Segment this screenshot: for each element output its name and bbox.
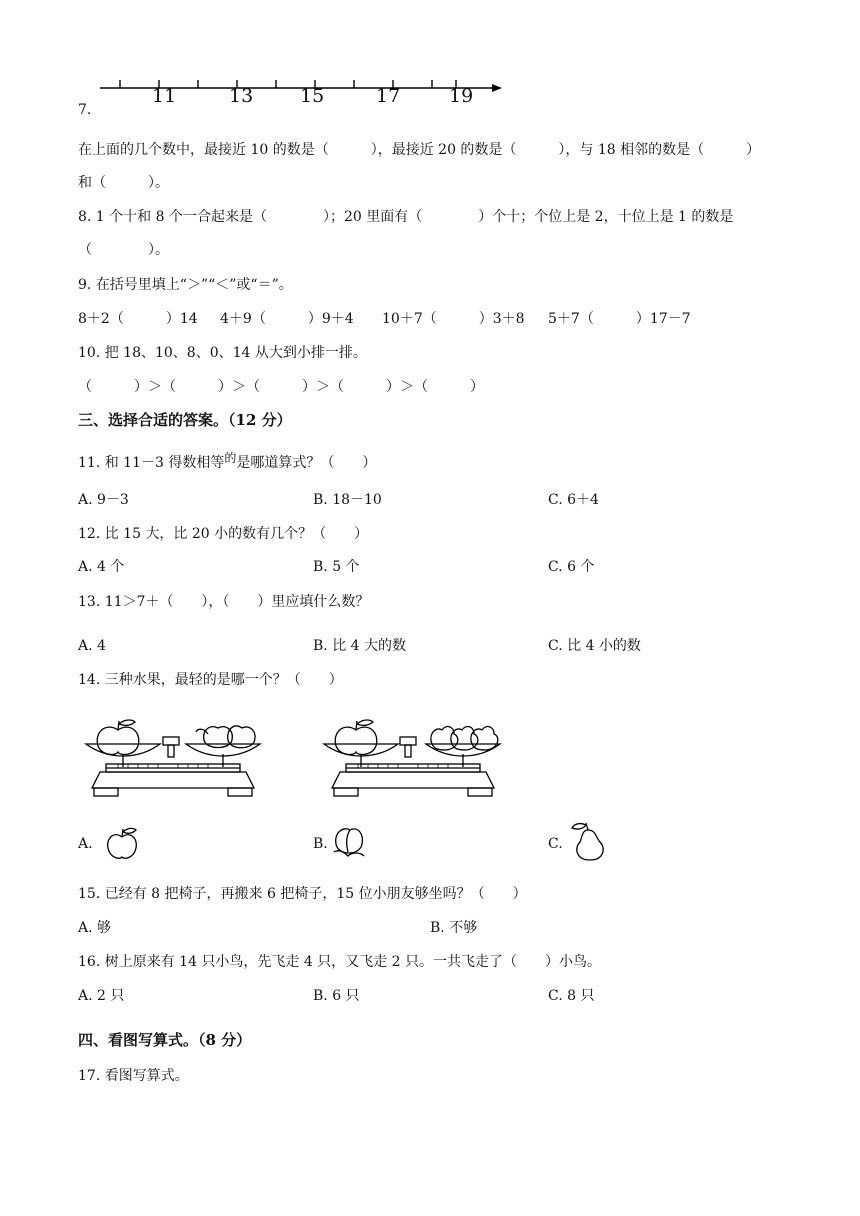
option-c: C. (548, 836, 563, 852)
option-c: C. 6 个 (548, 559, 595, 575)
q9-item: 5＋7（ ）17－7 (548, 311, 691, 327)
peach-icon (330, 822, 366, 862)
option-a: A. 4 (78, 638, 106, 654)
option-c: C. 6＋4 (548, 492, 599, 508)
q11-stem: 11. 和 11－3 得数相等的是哪道算式？（ ） (78, 451, 377, 471)
option-a: A. (78, 836, 93, 852)
q16-stem: 16. 树上原来有 14 只小鸟，先飞走 4 只，又飞走 2 只。一共飞走了（ ）小鸟。 (78, 954, 602, 970)
q10-blanks: （ ）＞（ ）＞（ ）＞（ ）＞（ ） (78, 379, 484, 395)
option-b: B. 18－10 (313, 492, 382, 508)
q15-stem: 15. 已经有 8 把椅子，再搬来 6 把椅子，15 位小朋友够坐吗？（ ） (78, 886, 527, 902)
pear-icon (568, 820, 610, 864)
q17-stem: 17. 看图写算式。 (78, 1068, 189, 1084)
q14-stem: 14. 三种水果，最轻的是哪一个？（ ） (78, 672, 343, 688)
balance-scale-image (78, 712, 268, 802)
tick-label: 13 (229, 85, 254, 107)
q8-line1: 8. 1 个十和 8 个一合起来是（ ）；20 里面有（ ）个十；个位上是 2，十位上是 1 的数是 (78, 209, 734, 225)
option-b: B. 比 4 大的数 (313, 638, 406, 654)
section-heading: 四、看图写算式。（8 分） (78, 1031, 252, 1049)
option-b: B. 6 只 (313, 988, 360, 1004)
option-a: A. 4 个 (78, 559, 125, 575)
q7-line1: 在上面的几个数中，最接近 10 的数是（ ），最接近 20 的数是（ ），与 18 相邻的数是（ ） (78, 142, 761, 158)
tick-label: 15 (300, 85, 325, 107)
q8-line2: （ ）。 (78, 242, 169, 258)
option-b: B. 5 个 (313, 559, 360, 575)
option-c: C. 8 只 (548, 988, 595, 1004)
tick-label: 19 (449, 85, 474, 107)
q9-item: 4＋9（ ）9＋4 (220, 311, 354, 327)
option-b: B. (313, 836, 328, 852)
balance-scale-image (320, 712, 510, 802)
q13-stem: 13. 11＞7＋（ ），（ ）里应填什么数？ (78, 594, 370, 610)
option-a: A. 9－3 (78, 492, 129, 508)
q9-title: 9. 在括号里填上“＞”“＜”或“＝”。 (78, 277, 293, 293)
q10-title: 10. 把 18、10、8、0、14 从大到小排一排。 (78, 345, 367, 361)
q7-line2: 和（ ）。 (78, 175, 169, 191)
option-a: A. 2 只 (78, 988, 125, 1004)
tick-label: 17 (376, 85, 401, 107)
section-heading: 三、选择合适的答案。（12 分） (78, 411, 292, 429)
q9-item: 10＋7（ ）3＋8 (382, 311, 525, 327)
question-number: 7. (78, 102, 92, 118)
option-c: C. 比 4 小的数 (548, 638, 641, 654)
q12-stem: 12. 比 15 大，比 20 小的数有几个？（ ） (78, 526, 369, 542)
option-a: A. 够 (78, 920, 112, 936)
apple-icon (104, 825, 140, 863)
q9-item: 8＋2（ ）14 (78, 311, 198, 327)
tick-label: 11 (152, 85, 177, 107)
option-b: B. 不够 (430, 920, 478, 936)
